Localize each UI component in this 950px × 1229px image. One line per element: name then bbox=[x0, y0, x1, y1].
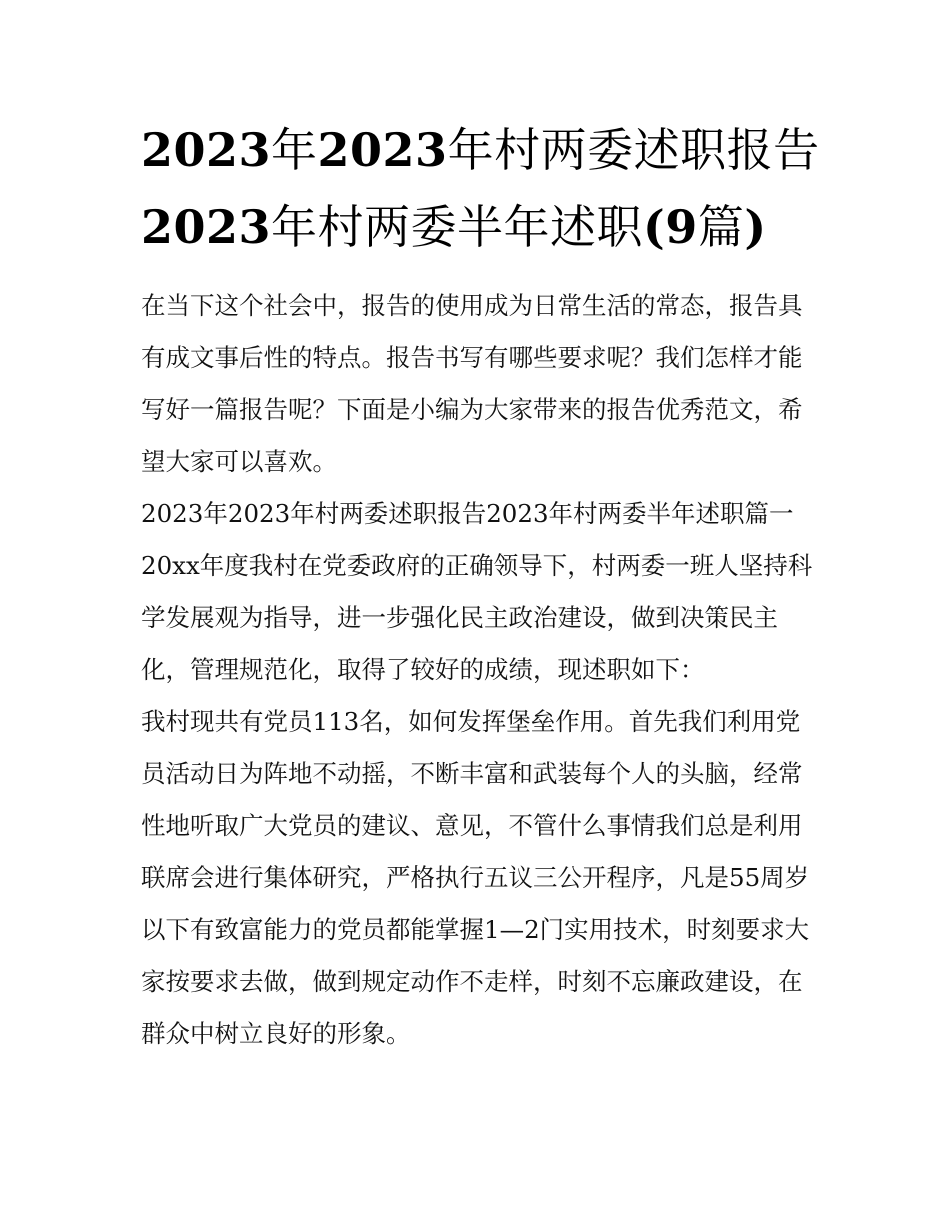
intro-paragraph: 在当下这个社会中，报告的使用成为日常生活的常态，报告具有成文事后性的特点。报告书写有哪些要求呢？我们怎样才能写好一篇报告呢？下面是小编为大家带来的报告优秀范文，希望大家可以喜欢。 bbox=[141, 291, 803, 476]
body-paragraph: 我村现共有党员113名，如何发挥堡垒作用。首先我们利用党员活动日为阵地不动摇，不断丰富和武装每个人的头脑，经常性地听取广大党员的建议、意见，不管什么事情我们总是利用联席会进行集体研究，严格执行五议三公开程序，凡是55周岁以下有致富能力的党员都能掌握1—2门实用技术，时刻要求大家按要求去做，做到规定动作不走样，时刻不忘廉政建设，在群众中树立良好的形象。 bbox=[141, 707, 810, 1048]
document-body bbox=[141, 112, 821, 1060]
section-heading: 2023年2023年村两委述职报告2023年村两委半年述职篇一 bbox=[141, 499, 794, 528]
body-paragraph: 20xx年度我村在党委政府的正确领导下，村两委一班人坚持科学发展观为指导，进一步强化民主政治建设，做到决策民主化，管理规范化，取得了较好的成绩，现述职如下： bbox=[141, 551, 813, 684]
document-title: 2023年2023年村两委述职报告2023年村两委半年述职(9篇) bbox=[141, 123, 820, 254]
